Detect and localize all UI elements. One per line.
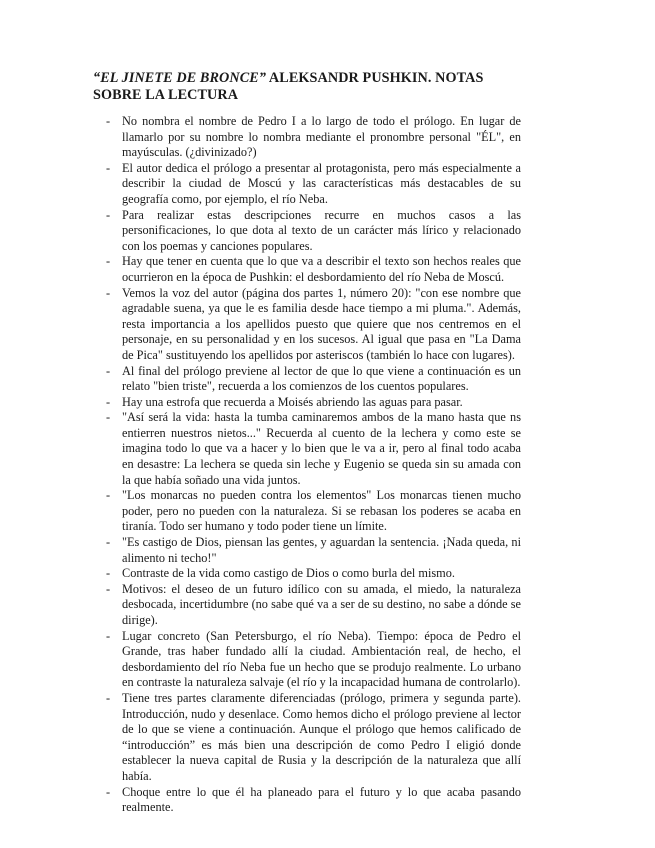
document-title: [93, 70, 523, 104]
list-item: [84, 582, 521, 629]
list-item: [84, 785, 521, 816]
list-item: [84, 566, 521, 582]
list-item-text: Vemos la voz del autor (página dos partes 1, número 20): "con ese nombre que agradable suena, ya que le es familia desde hace tiempo a mi pluma.". Además, resta importancia a los apellidos puesto que quiere que nos centremos en el personaje, en su personalidad y en los sucesos. Al igual que pasa en "La Dama de Pica" sustituyendo los apellidos por asteriscos (también lo hace con lugares).: [122, 285, 521, 362]
list-item-text: "Los monarcas no pueden contra los elementos" Los monarcas tienen mucho poder, pero no pueden con la naturaleza. Si se rebasan los poderes se acaba en tiranía. Todo ser humano y todo poder tiene un límite.: [122, 488, 521, 534]
list-item-text: Choque entre lo que él ha planeado para el futuro y lo que acaba pasando realmente.: [122, 784, 521, 815]
list-item-text: Lugar concreto (San Petersburgo, el río Neba). Tiempo: época de Pedro el Grande, tras haber fundado allí la ciudad. Ambientación real, de hecho, el desbordamiento del río Neba fue un hecho que se produjo realmente. Lo urbano en contraste la naturaleza salvaje (el río y la incapacidad humana de controlarlo).: [122, 628, 521, 690]
list-item-text: "Así será la vida: hasta la tumba caminaremos ambos de la mano hasta que ns entierren nuestros nietos..." Recuerda al cuento de la lechera y como este se imagina todo lo que va a hacer y lo bien que le va a ir, pero al final todo acaba en desastre: La lechera se queda sin leche y Eugenio se queda sin su amada con la que había soñado una vida juntos.: [122, 410, 521, 487]
bullet-dash: -: [106, 394, 111, 409]
bullet-dash: -: [106, 581, 111, 596]
list-item: [84, 629, 521, 691]
bullet-dash: -: [106, 566, 111, 581]
title-rest: ALEKSANDR PUSHKIN. NOTAS SOBRE LA LECTURA: [93, 70, 484, 103]
list-item: [84, 488, 521, 535]
list-item: [84, 208, 521, 255]
bullet-dash: -: [106, 628, 111, 643]
list-item-text: Tiene tres partes claramente diferenciadas (prólogo, primera y segunda parte). Introducción, nudo y desenlace. Como hemos dicho el prólogo previene al lector de lo que se viene a continuación. Aunque el prólogo que hemos calificado de “introducción” es más bien una descripción de como Pedro I eligió donde establecer la nueva capital de Rusia y la descripción de la naturaleza que allí había.: [122, 690, 521, 783]
list-item-text: Contraste de la vida como castigo de Dios o como burla del mismo.: [122, 566, 455, 581]
list-item-text: No nombra el nombre de Pedro I a lo largo de todo el prólogo. En lugar de llamarlo por su nombre lo nombra mediante el pronombre personal "ÉL", en mayúsculas. (¿divinizado?): [122, 114, 521, 160]
list-item: [84, 286, 521, 364]
work-title: “EL JINETE DE BRONCE”: [93, 70, 267, 86]
bullet-dash: -: [106, 254, 111, 269]
bullet-dash: -: [106, 114, 111, 128]
bullet-dash: -: [106, 285, 111, 300]
list-item: [84, 161, 521, 208]
list-item: [84, 410, 521, 488]
list-item: [84, 691, 521, 785]
list-item-text: Hay una estrofa que recuerda a Moisés abriendo las aguas para pasar.: [122, 394, 463, 409]
bullet-dash: -: [106, 784, 111, 799]
list-item: [84, 254, 521, 285]
list-item-text: "Es castigo de Dios, piensan las gentes, y aguardan la sentencia. ¡Nada queda, ni alimento ni techo!": [122, 535, 521, 565]
list-item-text: Para realizar estas descripciones recurre en muchos casos a las personificaciones, lo que dota al texto de un carácter más lírico y relacionado con los poemas y canciones populares.: [122, 207, 521, 253]
list-item: [84, 535, 521, 566]
list-item: [84, 114, 521, 161]
bullet-dash: -: [106, 160, 111, 175]
list-item-text: Al final del prólogo previene al lector de que lo que viene a continuación es un relato "bien triste", recuerda a los comienzos de los cuentos populares.: [122, 363, 521, 394]
bullet-dash: -: [106, 535, 111, 550]
bullet-dash: -: [106, 363, 111, 378]
bullet-dash: -: [106, 488, 111, 503]
bullet-dash: -: [106, 410, 111, 425]
bullet-dash: -: [106, 690, 111, 705]
bullet-dash: -: [106, 207, 111, 222]
list-item: [84, 395, 521, 411]
list-item-text: Motivos: el deseo de un futuro idílico con su amada, el miedo, la naturaleza desbocada, incertidumbre (no sabe qué va a ser de su destino, no sabe a dónde se dirige).: [122, 581, 521, 627]
list-item-text: El autor dedica el prólogo a presentar al protagonista, pero más especialmente a describir la ciudad de Moscú y las características más destacables de su geografía como, por ejemplo, el río Neba.: [122, 160, 521, 206]
list-item-text: Hay que tener en cuenta que lo que va a describir el texto son hechos reales que ocurrieron en la época de Pushkin: el desbordamiento del río Neba de Moscú.: [122, 254, 521, 284]
notes-list: [84, 114, 521, 816]
list-item: [84, 364, 521, 395]
